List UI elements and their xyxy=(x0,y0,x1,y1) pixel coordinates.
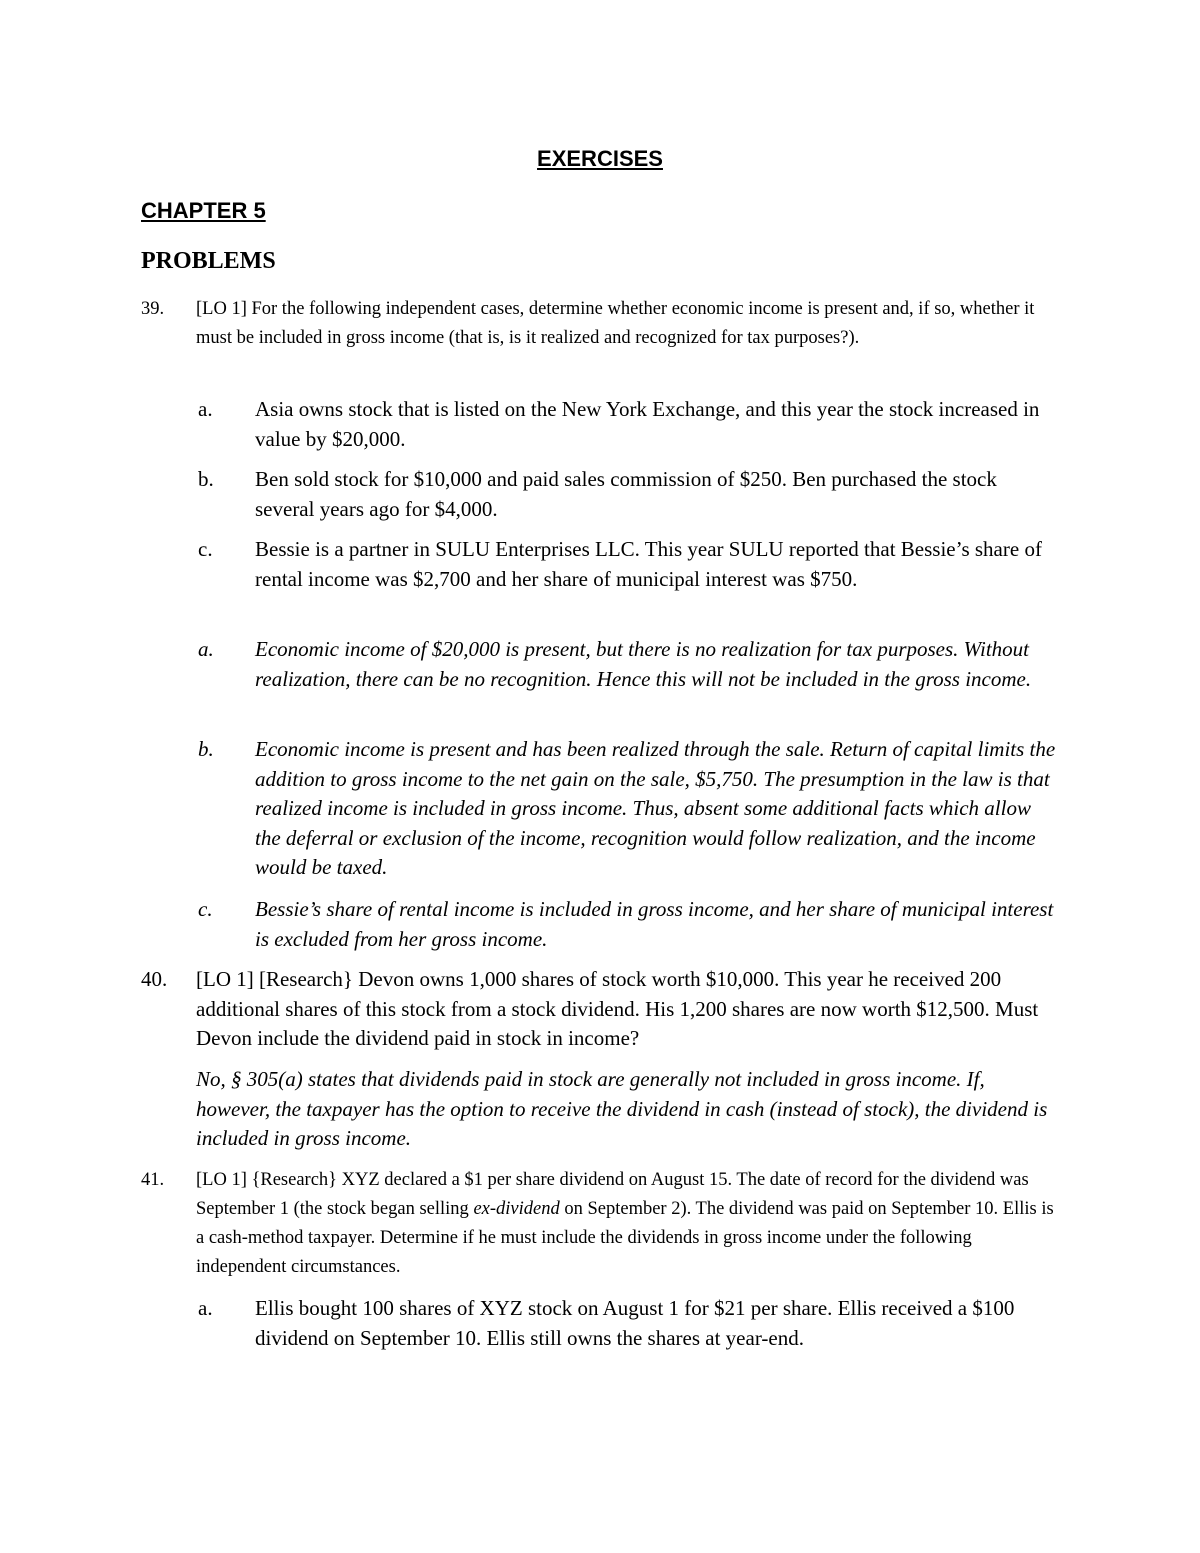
chapter-heading: CHAPTER 5 xyxy=(141,198,266,223)
problem-number: 41. xyxy=(141,1170,165,1190)
document-page: EXERCISES CHAPTER 5 PROBLEMS 39. [LO 1] For the following independent cases, determine whether economic income is present and, if so, whether it must be included in gross income (that is, is it realized and recognized for tax purposes?). a. Asia owns stock that is listed on the New York Exchange, and this year the stock increased in value by $20,000. b. Ben sold stock for $10,000 and paid sales commission of $250. Ben purchased the stock several years ago for $4,000. c. Bessie is a partner in SULU Enterprises LLC. This year SULU reported that Bessie’s share of rental income was $2,700 and her share of municipal interest was $750. a. Economic income of $20,000 is present, but there is no realization for tax purposes. Without realization, there can be no recognition. Hence this will not be included in the gross income. b. Economic income is present and has been realized through the sale. Return of capital limits the addition to gross income to the net gain on the sale, $5,750. The presumption in the law is that realized income is included in gross income. Thus, absent some additional facts which allow the deferral or exclusion of the income, recognition would follow realization, and the income would be taxed. c. Bessie’s share of rental income is included in gross income, and her share of municipal interest is excluded from her gross income. 40. [LO 1] [Research} Devon owns 1,000 shares of stock worth $10,000. This year he received 200 additional shares of this stock from a stock dividend. His 1,200 shares are now worth $12,500. Must Devon include the dividend paid in stock in income? No, § 305(a) states that dividends paid in stock are generally not included in gross income. If, however, the taxpayer has the option to receive the dividend in cash (instead of stock), the dividend is included in gross income. 41. [LO 1] {Research} XYZ declared a $1 per share dividend on August 15. The date of record for the dividend was September 1 (the stock began selling ex-dividend on September 2). The dividend was paid on September 10. Ellis is a cash-method taxpayer. Determine if he must include the dividends in gross income under the following independent circumstances. a. Ellis bought 100 shares of XYZ stock on August 1 for $21 per share. Ellis received a $100 dividend on September 10. Ellis still owns the shares at year-end. xyxy=(0,0,1200,1553)
page-title: EXERCISES xyxy=(537,146,663,171)
problem-text: [LO 1] {Research} XYZ declared a $1 per share dividend on August 15. The date of record for the dividend was September 1 (the stock began selling ex-dividend on September 2). The dividend was paid on September 10. Ellis is a cash-method taxpayer. Determine if he must include the dividends in gross income under the following independent circumstances. xyxy=(196,1170,1054,1277)
problem-text: [LO 1] For the following independent cases, determine whether economic income is present and, if so, whether it must be included in gross income (that is, is it realized and recognized for tax purposes?). xyxy=(196,299,1035,348)
problem-number: 39. xyxy=(141,299,165,319)
emphasis-ex-dividend: ex-dividend xyxy=(473,1199,560,1219)
problem-40-answer: No, § 305(a) states that dividends paid in stock are generally not included in gross income. If, however, the taxpayer has the option to receive the dividend in cash (instead of stock), the dividend is included in gross income. xyxy=(196,1067,1048,1150)
section-heading: PROBLEMS xyxy=(141,248,276,274)
problem-number: 40. xyxy=(141,967,168,991)
problem-text: [LO 1] [Research} Devon owns 1,000 shares of stock worth $10,000. This year he received 200 additional shares of this stock from a stock dividend. His 1,200 shares are now worth $12,500. Must Devon include the dividend paid in stock in income? xyxy=(196,967,1039,1050)
